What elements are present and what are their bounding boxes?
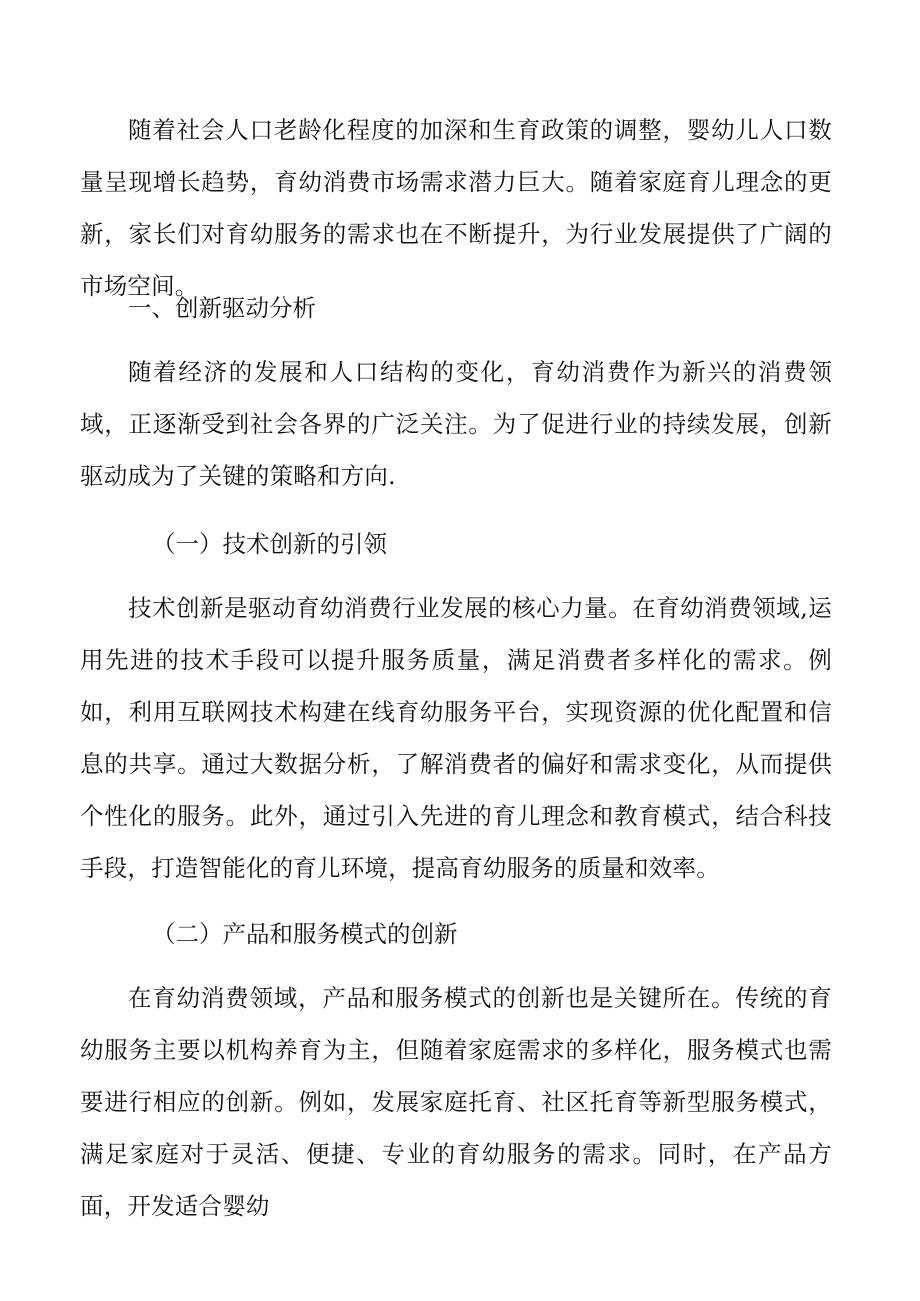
subsection-heading-tech-innovation: （一）技术创新的引领 (152, 530, 387, 558)
subsection-heading-product-service: （二）产品和服务模式的创新 (152, 920, 458, 948)
intro-paragraph: 随着社会人口老龄化程度的加深和生育政策的调整，婴幼儿人口数量呈现增长趋势，育幼消费市场需求潜力巨大。随着家庭育儿理念的更新，家长们对育幼服务的需求也在不断提升，为行业发展提供了广阔的市场空间。 (80, 116, 832, 300)
section-one-paragraph: 随着经济的发展和人口结构的变化，育幼消费作为新兴的消费领域，正逐渐受到社会各界的广泛关注。为了促进行业的持续发展，创新驱动成为了关键的策略和方向. (80, 358, 832, 490)
tech-innovation-paragraph: 技术创新是驱动育幼消费行业发展的核心力量。在育幼消费领域,运用先进的技术手段可以提升服务质量，满足消费者多样化的需求。例如，利用互联网技术构建在线育幼服务平台，实现资源的优化配置和信息的共享。通过大数据分析，了解消费者的偏好和需求变化，从而提供个性化的服务。此外，通过引入先进的育儿理念和教育模式，结合科技手段，打造智能化的育儿环境，提高育幼服务的质量和效率。 (80, 594, 832, 882)
section-heading-innovation-analysis: 一、创新驱动分析 (128, 294, 316, 322)
product-service-paragraph: 在育幼消费领域，产品和服务模式的创新也是关键所在。传统的育幼服务主要以机构养育为主，但随着家庭需求的多样化，服务模式也需要进行相应的创新。例如，发展家庭托育、社区托育等新型服务模式，满足家庭对于灵活、便捷、专业的育幼服务的需求。同时，在产品方面，开发适合婴幼 (80, 984, 832, 1220)
